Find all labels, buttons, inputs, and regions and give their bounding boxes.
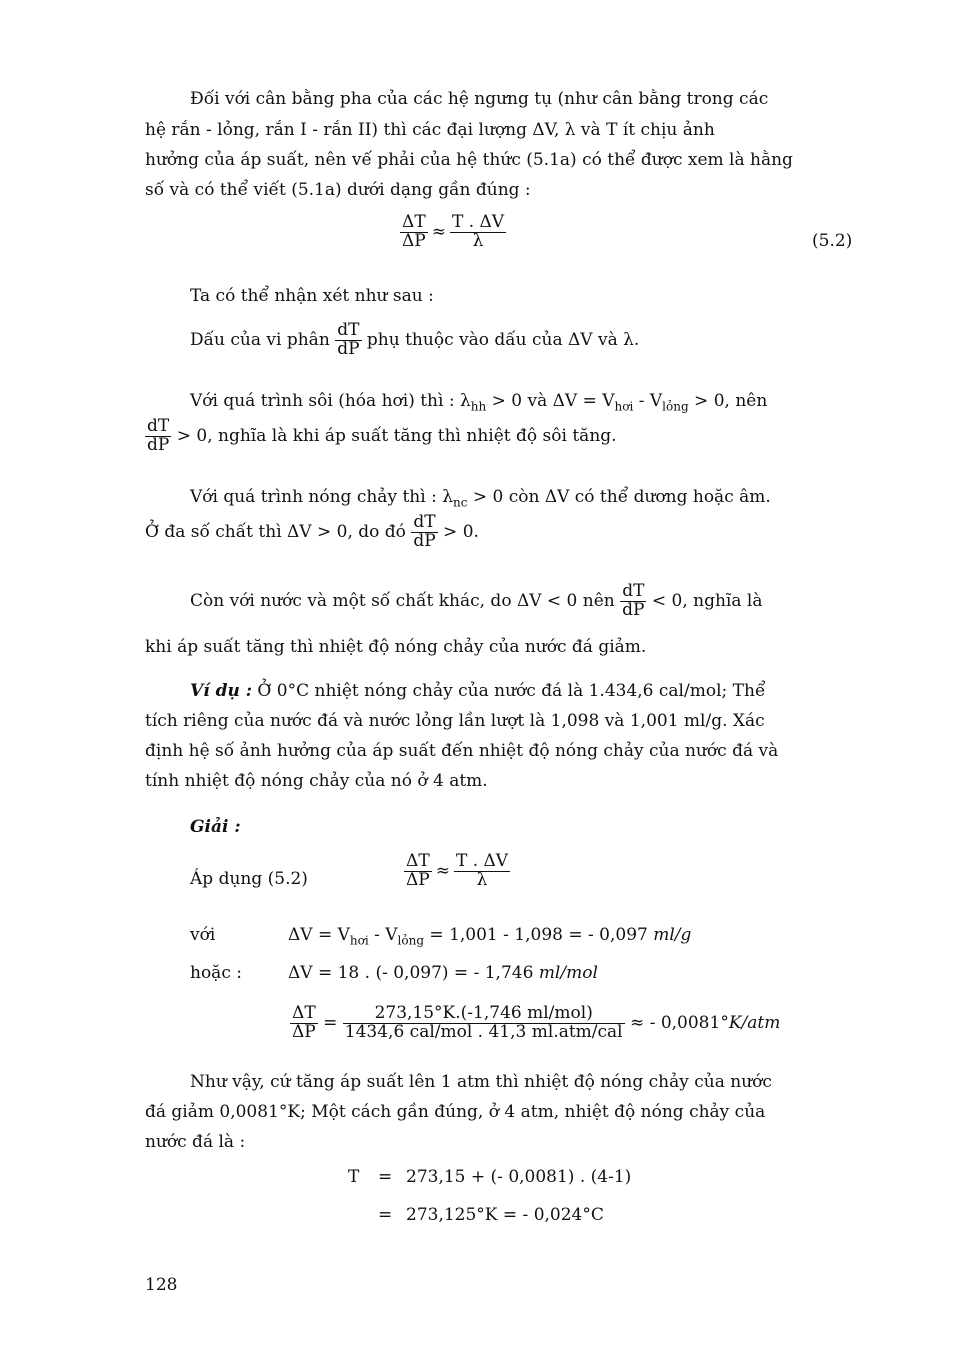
or-unit: ml/mol xyxy=(538,963,598,983)
melt-b: > 0 còn ΔV có thể dương hoặc âm. xyxy=(467,487,771,507)
with-label: với xyxy=(190,925,216,945)
calc-num-left: ΔT xyxy=(290,1005,318,1024)
eq52-approx: ≈ xyxy=(431,221,446,242)
sol-den-right: λ xyxy=(476,869,488,890)
remark-line: Ta có thể nhận xét như sau : xyxy=(190,286,434,306)
example-label: Ví dụ : xyxy=(190,681,253,701)
water-line-1 xyxy=(190,583,762,620)
with-b: - V xyxy=(368,925,398,945)
sign-num: dT xyxy=(335,322,361,341)
final-eq-2: = xyxy=(378,1205,393,1225)
page-number: 128 xyxy=(145,1275,178,1295)
boil-b: > 0 và ΔV = V xyxy=(486,391,615,411)
with-sub-long: lỏng xyxy=(397,933,425,948)
example-line-4: tính nhiệt độ nóng chảy của nó ở 4 atm. xyxy=(145,771,488,791)
final-eq-1: = xyxy=(378,1167,393,1187)
with-expression xyxy=(288,926,691,948)
or-expr: ΔV = 18 . (- 0,097) = - 1,746 xyxy=(288,963,539,983)
calc-approx: ≈ xyxy=(630,1012,645,1033)
boil-line-2 xyxy=(145,418,617,455)
sign-post: phụ thuộc vào dấu của ΔV và λ. xyxy=(366,329,640,350)
with-sub-hoi: hơi xyxy=(349,933,369,948)
sign-pre: Dấu của vi phân xyxy=(190,329,330,350)
para1-line-1: Đối với cân bằng pha của các hệ ngưng tụ (như cân bằng trong các xyxy=(190,89,769,109)
or-label: hoặc : xyxy=(190,963,242,983)
final-lhs: T xyxy=(348,1167,360,1187)
eq52-den-right: λ xyxy=(472,230,484,251)
boil-d: > 0, nên xyxy=(688,391,768,411)
eq52-num-left: ΔT xyxy=(400,214,428,233)
final-rhs-2: 273,125°K = - 0,024°C xyxy=(406,1205,604,1225)
example-line-2: tích riêng của nước đá và nước lỏng lần lượt là 1,098 và 1,001 ml/g. Xác xyxy=(145,711,765,731)
solution-equation xyxy=(404,853,510,890)
melt-line-2 xyxy=(145,514,479,551)
melt-num: dT xyxy=(411,514,437,533)
eq52-den-left: ΔP xyxy=(402,230,426,251)
example-text-1: Ở 0°C nhiệt nóng chảy của nước đá là 1.434,6 cal/mol; Thể xyxy=(257,681,766,701)
boil-den: dP xyxy=(147,434,170,455)
boil-line2-text: > 0, nghĩa là khi áp suất tăng thì nhiệt độ sôi tăng. xyxy=(176,425,617,446)
water-pre: Còn với nước và một số chất khác, do ΔV < 0 nên xyxy=(190,590,615,611)
example-line-1 xyxy=(190,682,765,702)
calc-result-unit: K/atm xyxy=(728,1012,781,1033)
melt-pre: Ở đa số chất thì ΔV > 0, do đó xyxy=(145,521,406,542)
boil-a: Với quá trình sôi (hóa hơi) thì : λ xyxy=(190,391,471,411)
boil-num: dT xyxy=(145,418,171,437)
calc-den: 1434,6 cal/mol . 41,3 ml.atm/cal xyxy=(344,1021,623,1042)
melt-sub-nc: nc xyxy=(452,495,468,510)
equation-5-2 xyxy=(400,214,506,251)
calc-num: 273,15°K.(-1,746 ml/mol) xyxy=(343,1005,625,1024)
equation-label: (5.2) xyxy=(812,231,853,251)
eq52-num-right: T . ΔV xyxy=(451,212,505,232)
water-num: dT xyxy=(620,583,646,602)
calc-result: - 0,0081° xyxy=(649,1012,729,1033)
melt-a: Với quá trình nóng chảy thì : λ xyxy=(190,487,453,507)
sol-approx: ≈ xyxy=(435,860,450,881)
para1-line-2: hệ rắn - lỏng, rắn I - rắn II) thì các đại lượng ΔV, λ và T ít chịu ảnh xyxy=(145,120,715,140)
melt-post: > 0. xyxy=(443,521,479,542)
water-post: < 0, nghĩa là xyxy=(651,590,763,611)
example-line-3: định hệ số ảnh hưởng của áp suất đến nhiệt độ nóng chảy của nước đá và xyxy=(145,741,779,761)
sol-num-right: T . ΔV xyxy=(455,851,509,871)
with-a: ΔV = V xyxy=(288,925,350,945)
sol-den-left: ΔP xyxy=(406,869,430,890)
apply-label: Áp dụng (5.2) xyxy=(190,869,308,889)
boil-sub-hoi: hơi xyxy=(614,399,634,414)
sign-line xyxy=(190,322,639,359)
final-rhs-1: 273,15 + (- 0,0081) . (4-1) xyxy=(406,1167,632,1187)
conclusion-line-1: Như vậy, cứ tăng áp suất lên 1 atm thì nhiệt độ nóng chảy của nước xyxy=(190,1072,772,1092)
para1-line-3: hưởng của áp suất, nên vế phải của hệ thức (5.1a) có thể được xem là hằng xyxy=(145,150,793,170)
calc-eq: = xyxy=(323,1012,338,1033)
boil-sub-hh: hh xyxy=(470,399,487,414)
solution-label: Giải : xyxy=(190,817,241,837)
with-unit: ml/g xyxy=(653,925,692,945)
boil-line-1 xyxy=(190,392,767,414)
calc-den-left: ΔP xyxy=(292,1021,316,1042)
with-c: = 1,001 - 1,098 = - 0,097 xyxy=(424,925,654,945)
melt-line-1 xyxy=(190,488,771,510)
conclusion-line-3: nước đá là : xyxy=(145,1132,246,1152)
para1-line-4: số và có thể viết (5.1a) dưới dạng gần đúng : xyxy=(145,180,531,200)
conclusion-line-2: đá giảm 0,0081°K; Một cách gần đúng, ở 4 atm, nhiệt độ nóng chảy của xyxy=(145,1102,766,1122)
water-den: dP xyxy=(622,599,645,620)
boil-sub-long: lỏng xyxy=(662,399,689,414)
melt-den: dP xyxy=(413,530,436,551)
water-line-2: khi áp suất tăng thì nhiệt độ nóng chảy của nước đá giảm. xyxy=(145,637,647,657)
sol-num-left: ΔT xyxy=(404,853,432,872)
or-expression xyxy=(288,964,598,984)
boil-c: - V xyxy=(633,391,663,411)
sign-den: dP xyxy=(337,338,360,359)
calc-equation xyxy=(290,1005,780,1042)
